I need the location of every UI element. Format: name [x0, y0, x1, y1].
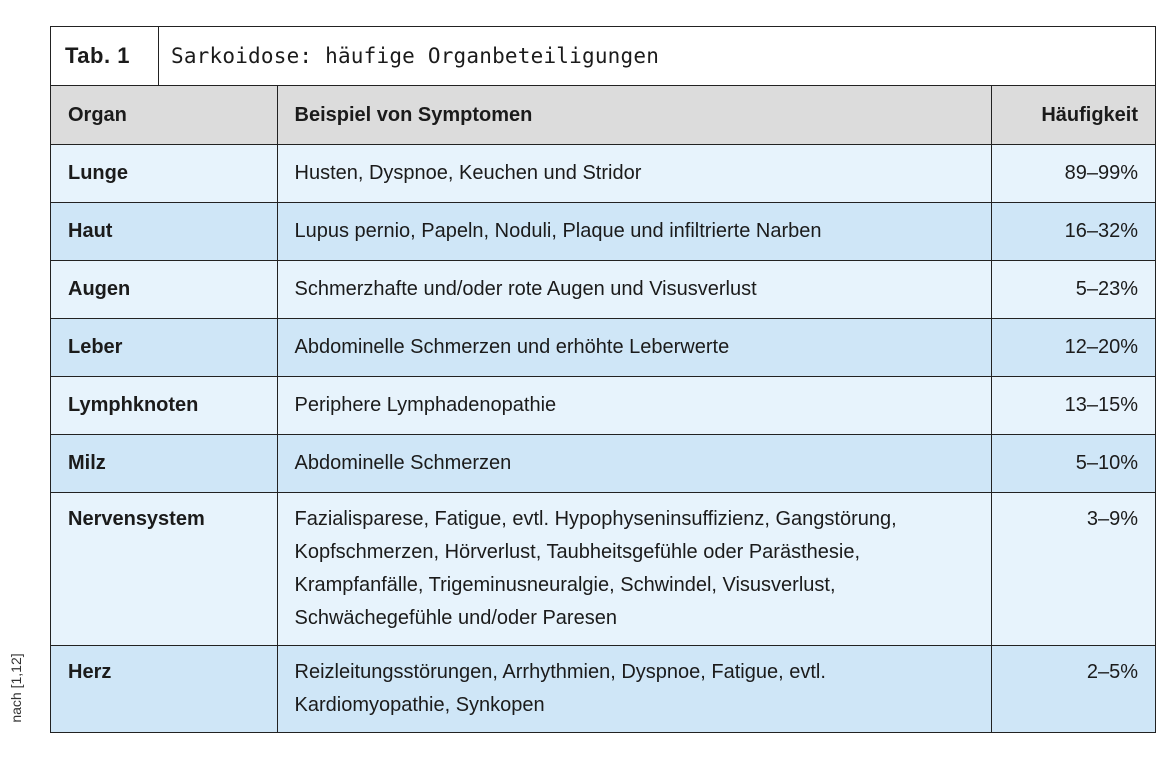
- organ-cell: Lunge: [51, 145, 277, 203]
- frequency-cell: 16–32%: [991, 203, 1155, 261]
- frequency-cell: 5–10%: [991, 435, 1155, 493]
- table-row: [51, 377, 1155, 435]
- table-row: [51, 319, 1155, 377]
- table-title: Sarkoidose: häufige Organbeteiligungen: [171, 44, 660, 68]
- table-row: [51, 261, 1155, 319]
- symptoms-cell: Periphere Lymphadenopathie: [277, 377, 991, 435]
- frequency-cell: 3–9%: [991, 493, 1155, 646]
- organ-cell: Milz: [51, 435, 277, 493]
- source-note: nach [1,12]: [8, 653, 24, 723]
- frequency-cell: 89–99%: [991, 145, 1155, 203]
- organ-involvement-table: [51, 86, 1155, 733]
- symptoms-cell: Schmerzhafte und/oder rote Augen und Visusverlust: [277, 261, 991, 319]
- symptoms-cell: Reizleitungsstörungen, Arrhythmien, Dyspnoe, Fatigue, evtl. Kardiomyopathie, Synkopen: [277, 646, 991, 733]
- table-row: [51, 203, 1155, 261]
- organ-cell: Herz: [51, 646, 277, 733]
- organ-cell: Leber: [51, 319, 277, 377]
- table-title-bar: [51, 27, 1155, 86]
- table-header-row: [51, 86, 1155, 145]
- organ-cell: Nervensystem: [51, 493, 277, 646]
- symptoms-cell: Fazialisparese, Fatigue, evtl. Hypophyseninsuffizienz, Gangstörung, Kopfschmerzen, Hörverlust, Taubheitsgefühle oder Parästhesie, Krampfanfälle, Trigeminusneuralgie, Schwindel, Visusverlust, Schwächegefühle und/oder Paresen: [277, 493, 991, 646]
- symptoms-cell: Lupus pernio, Papeln, Noduli, Plaque und infiltrierte Narben: [277, 203, 991, 261]
- header-organ: Organ: [51, 86, 277, 145]
- table-row: [51, 435, 1155, 493]
- frequency-cell: 5–23%: [991, 261, 1155, 319]
- symptoms-cell: Abdominelle Schmerzen und erhöhte Leberwerte: [277, 319, 991, 377]
- header-symptoms: Beispiel von Symptomen: [277, 86, 991, 145]
- table-row: [51, 145, 1155, 203]
- organ-cell: Lymphknoten: [51, 377, 277, 435]
- table-row: [51, 493, 1155, 646]
- symptoms-cell: Abdominelle Schmerzen: [277, 435, 991, 493]
- organ-cell: Augen: [51, 261, 277, 319]
- symptoms-cell: Husten, Dyspnoe, Keuchen und Stridor: [277, 145, 991, 203]
- frequency-cell: 13–15%: [991, 377, 1155, 435]
- organ-table-box: [50, 26, 1156, 733]
- frequency-cell: 12–20%: [991, 319, 1155, 377]
- organ-cell: Haut: [51, 203, 277, 261]
- table-row: [51, 646, 1155, 733]
- table-number: Tab. 1: [51, 27, 159, 85]
- frequency-cell: 2–5%: [991, 646, 1155, 733]
- header-frequency: Häufigkeit: [991, 86, 1155, 145]
